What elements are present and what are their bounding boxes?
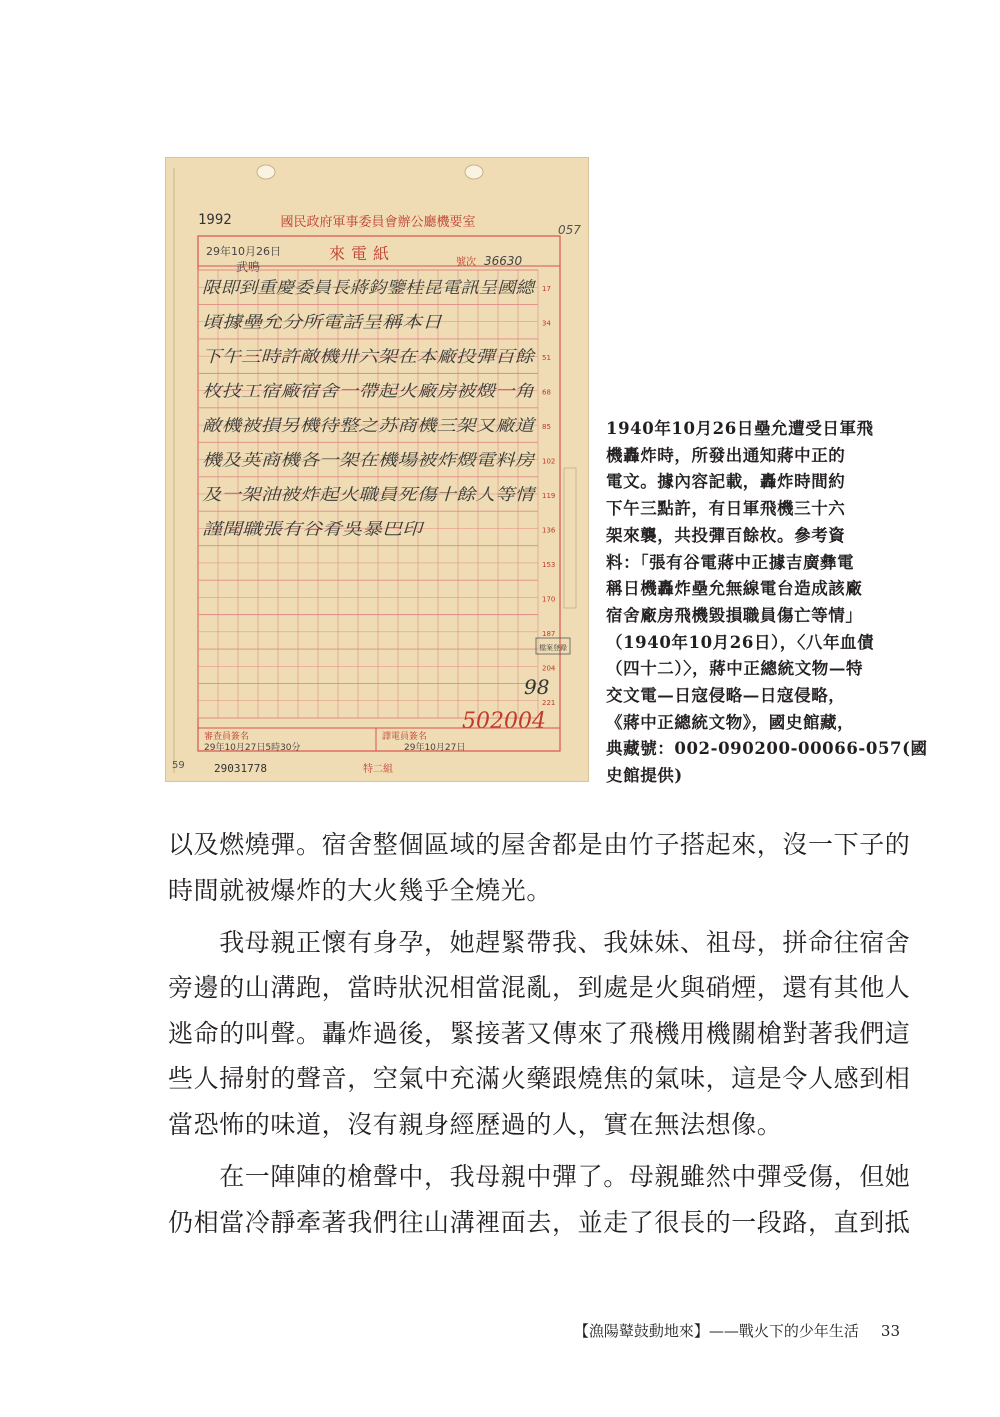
handwritten-row: 下午三時許敵機卅六架在本廠投彈百餘 (202, 347, 537, 367)
body-line: 些人掃射的聲音，空氣中充滿火藥跟燒焦的氣味，這是令人感到相 (168, 1064, 911, 1094)
line-number: 136 (542, 526, 556, 535)
side-mark: 59 (172, 760, 185, 771)
date-written: 29年10月26日 (206, 245, 281, 258)
caption-line: 史館提供) (606, 766, 683, 786)
body-line: 在一陣陣的槍聲中，我母親中彈了。母親雖然中彈受傷，但她 (168, 1162, 911, 1192)
caption-line: （四十二）〉，蔣中正總統文物—特 (606, 659, 864, 679)
page-number-handwritten: 057 (558, 223, 581, 237)
caption-line: 《蔣中正總統文物》，國史館藏， (606, 712, 855, 732)
caption-line: 電文。據內容記載，轟炸時間約 (606, 472, 846, 492)
side-stamp (564, 468, 576, 608)
doc-number-left: 1992 (198, 212, 232, 228)
bottom-stamp: 特二組 (363, 764, 393, 775)
line-number: 85 (542, 423, 551, 432)
registration-stamp: 檔案登錄 (539, 644, 567, 652)
body-line: 仍相當冷靜牽著我們往山溝裡面去，並走了很長的一段路，直到抵 (168, 1207, 911, 1237)
sender-written: 武鳴 (236, 260, 261, 274)
caption-line: 料：「張有谷電蔣中正據吉廣彝電 (606, 552, 855, 572)
bottom-id: 29031778 (214, 762, 267, 775)
line-number: 102 (542, 457, 556, 466)
line-number: 34 (542, 319, 551, 328)
caption-line: 1940年10月26日壘允遭受日軍飛 (606, 419, 874, 438)
telegram-form-svg (166, 158, 589, 782)
page-number: 33 (880, 1322, 900, 1340)
line-number: 204 (542, 664, 556, 673)
caption-line: （1940年10月26日），〈八年血債 (606, 632, 875, 652)
line-number: 187 (542, 629, 556, 638)
serial-value: 36630 (484, 254, 523, 268)
handwritten-message (202, 278, 537, 538)
caption-line: 架來襲，共投彈百餘枚。參考資 (606, 525, 846, 545)
office-header: 國民政府軍事委員會辦公廳機要室 (280, 215, 476, 230)
line-number: 170 (542, 595, 556, 604)
caption-line: 宿舍廠房飛機毀損職員傷亡等情」 (606, 605, 863, 625)
body-line: 旁邊的山溝跑，當時狀況相當混亂，到處是火與硝煙，還有其他人 (168, 973, 911, 1003)
line-number: 17 (542, 285, 551, 294)
handwritten-row: 機及英商機各一架在機場被炸燬電料房 (202, 450, 536, 470)
body-line: 時間就被爆炸的大火幾乎全燒光。 (168, 875, 553, 905)
handwritten-row: 枚技工宿廠宿舍一帶起火廠房被燬一角 (202, 381, 535, 401)
decoder-time: 29年10月27日 (404, 743, 466, 753)
binder-hole (465, 165, 483, 179)
caption-line: 交文電—日寇侵略—日寇侵略， (606, 686, 846, 706)
line-number: 153 (542, 560, 556, 569)
body-paragraphs (168, 822, 911, 1245)
handwritten-row: 頃據壘允分所電話呈稱本日 (202, 312, 443, 332)
line-number: 68 (542, 388, 551, 397)
serial-label: 號次 (456, 257, 476, 268)
binder-hole (257, 165, 275, 179)
body-line: 逃命的叫聲。轟炸過後，緊接著又傳來了飛機用機關槍對著我們這 (168, 1018, 911, 1048)
red-handwritten-number: 502004 (462, 709, 546, 734)
handwritten-row: 及一架油被炸起火職員死傷十餘人等情 (202, 485, 537, 504)
handwritten-number: 98 (524, 675, 550, 699)
decoder-label: 譯電員簽名 (382, 732, 428, 742)
form-title: 來電紙 (328, 244, 396, 263)
handwritten-row: 謹聞職張有谷肴吳暴巴印 (202, 519, 426, 539)
caption-line: 稱日機轟炸壘允無線電台造成該廠 (606, 579, 863, 599)
body-line: 以及燃燒彈。宿舍整個區域的屋舍都是由竹子搭起來，沒一下子的 (168, 830, 911, 859)
page-footer (500, 1320, 900, 1341)
body-line: 當恐怖的味道，沒有親身經歷過的人，實在無法想像。 (168, 1110, 783, 1140)
running-title: 【漁陽鼙鼓動地來】——戰火下的少年生活 (573, 1322, 859, 1340)
handwritten-row: 敵機被損另機待整之苏商機三架又廠道 (202, 416, 537, 436)
handwritten-row: 限即到重慶委員長蔣鈞鑒桂昆電訊呈國總 (202, 278, 537, 298)
figure-caption (606, 416, 928, 790)
line-number: 51 (542, 354, 551, 363)
caption-line: 機轟炸時，所發出通知蔣中正的 (606, 445, 846, 465)
body-line: 我母親正懷有身孕，她趕緊帶我、我妹妹、祖母，拼命往宿舍 (168, 927, 911, 957)
receiver-time: 29年10月27日5時30分 (204, 743, 301, 753)
caption-line: 下午三點許，有日軍飛機三十六 (606, 499, 846, 519)
caption-line: 典藏號：002-090200-00066-057(國 (606, 739, 928, 759)
telegram-document-photo (165, 157, 589, 782)
receiver-label: 審查員簽名 (204, 732, 250, 742)
line-number: 119 (542, 492, 556, 500)
line-number: 221 (542, 698, 556, 707)
